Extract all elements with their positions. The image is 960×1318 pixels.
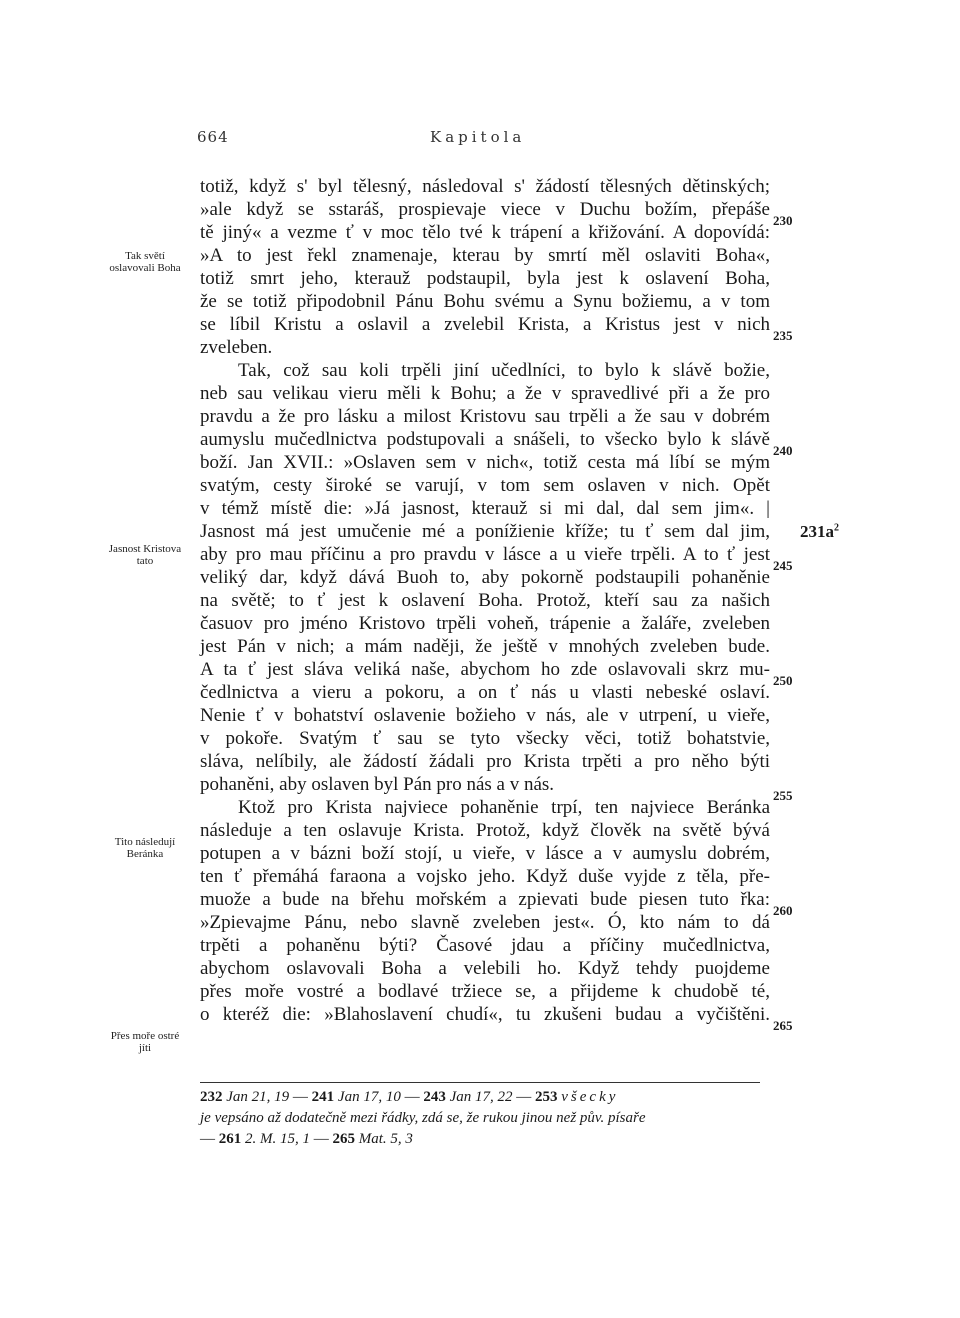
text-line: sláva, nelíbily, ale žádostí žádali pro Krista trpěti a pro něho býti [200, 751, 770, 772]
running-head: Kapitola [430, 128, 526, 146]
folio-mark [800, 522, 839, 542]
footnote-source: Jan 17, 10 [337, 1089, 401, 1105]
text-line: čedlnictva a vieru a pokoru, a on ť nás u vlasti nebeské oslaví. [200, 682, 770, 703]
text-line: aumyslu mučedlnictva podstupovali a snášeli, to všecko bylo k slávě [200, 429, 770, 450]
footnote-line: 232 Jan 21, 19 — 241 Jan 17, 10 — 243 Jan 17, 22 — 253 všecky [200, 1089, 619, 1105]
text-line: »ale když se sstaráš, prospievaje viece v Duchu božím, přepáše [200, 199, 770, 220]
text-line: trpěti a pohaněnu býti? Časové jdau a příčiny mučedlnictva, [200, 935, 770, 956]
text-line: veliký dar, když dává Buoh to, aby pokorně podstaupili pohaněnie [200, 567, 770, 588]
page-header [0, 128, 960, 152]
side-note [95, 1030, 195, 1054]
footnote-line-ref: 241 [311, 1089, 335, 1105]
side-note [95, 250, 195, 274]
text-line: totiž, když s' byl tělesný, následoval s' žádostí tělesných dětinských; [200, 176, 770, 197]
footnote-source: 2. M. 15, 1 [245, 1131, 310, 1147]
text-line: v témž místě die: »Já jasnost, kterauž si mi dal, dal sem jim«. | [200, 498, 770, 519]
line-number: 235 [773, 328, 793, 343]
footnote-line-ref: 232 [200, 1089, 223, 1105]
text-line: v pokoře. Svatým ť sau se tyto všecky věci, totiž bohatstvie, [200, 728, 770, 749]
text-line: totiž smrt jeho, kterauž podstaupil, byla jest k oslavení Boha, [200, 268, 770, 289]
footnote-line-ref: 253 [535, 1089, 558, 1105]
text-line: svatým, cesty široké se varují, v tom sem oslaven v nich. Opět [200, 475, 770, 496]
footnote-source: Jan 17, 22 [449, 1089, 513, 1105]
side-note-line: jíti [138, 1042, 152, 1054]
text-line: přes moře vostré a bodlavé tržiece se, a přijdeme k chudobě té, [200, 981, 770, 1002]
footnote-line-ref: 261 [218, 1131, 242, 1147]
text-line: »A to jest řekl znamenaje, kterau by smrtí měl oslaviti Boha«, [200, 245, 770, 266]
text-line: jest Pán v nich; a mám naději, že ještě v mnohých zveleben bude. [200, 636, 770, 657]
text-line: že se totiž připodobnil Pánu Bohu svému a Synu božiemu, a v tom [200, 291, 770, 312]
line-number: 250 [773, 673, 793, 688]
footnotes [200, 1087, 770, 1150]
side-note-line: Beránka [126, 848, 164, 860]
text-line: pohaněni, aby oslaven byl Pán pro nás a v nás. [200, 774, 555, 795]
side-note [95, 543, 195, 567]
text-line: se líbil Kristu a oslavil a zvelebil Krista, a Kristus jest v nich [200, 314, 770, 335]
footnote-source: Jan 21, 19 [226, 1089, 290, 1105]
text-line: potupen a v bázni boží stojí, u vieře, v lásce a v aumyslu dobrém, [200, 843, 770, 864]
text-line: Nenie ť v bohatství oslavenie božieho v nás, ale v utrpení, u vieře, [200, 705, 770, 726]
line-number: 260 [773, 903, 793, 918]
footnote-line: — 261 2. M. 15, 1 — 265 Mat. 5, 3 [200, 1131, 413, 1147]
text-line: neb sau velikau vieru měli k Bohu; a že v spravedlivé při a že pro [200, 383, 770, 404]
text-line: muože a bude na břehu mořském a zpievati bude piesen tuto řka: [200, 889, 770, 910]
text-line: na světě; to ť jest k oslavení Boha. Protož, kteří sau za našich [200, 590, 770, 611]
text-line: o kteréž die: »Blahoslavení chudí«, tu zkušeni budau a vyčištěni. [200, 1004, 770, 1025]
text-line: Jasnost má jest umučenie mé a ponížienie kříže; tu ť sem dal jim, [200, 521, 770, 542]
text-line: časuov pro jméno Kristovo trpěli voheň, trápenie a žaláře, zveleben [200, 613, 770, 634]
footnote-line [200, 1108, 770, 1129]
line-number: 240 [773, 443, 793, 458]
side-note-line: Jasnost Kristova [108, 543, 182, 555]
text-line: ten ť přemáhá faraona a vojsko jeho. Když duše vyjde z těla, pře- [200, 866, 770, 887]
line-number: 230 [773, 213, 793, 228]
folio-superscript: 2 [834, 522, 839, 534]
side-note-line: tato [136, 555, 154, 567]
text-line: pravdu a že pro lásku a milost Kristovu sau trpěli a že sau v dobrém [200, 406, 770, 427]
line-number: 245 [773, 558, 793, 573]
line-number: 265 [773, 1018, 793, 1033]
side-note-line: Tito následují [114, 836, 176, 848]
text-line: boží. Jan XVII.: »Oslaven sem v nich«, totiž cesta má líbí se mým [200, 452, 770, 473]
text-line: aby pro mau příčinu a pro pravdu v lásce a u vieře trpěli. A to ť jest [200, 544, 770, 565]
text-line: »Zpievajme Pánu, nebo slavně zveleben jest«. Ó, kto nám to dá [200, 912, 770, 933]
text-line: A ta ť jest sláva veliká naše, abychom ho zde oslavovali skrz mu- [200, 659, 770, 680]
footnote-word: všecky [561, 1089, 619, 1105]
side-note [95, 836, 195, 860]
text-line: Tak, což sau koli trpěli jiní učedlníci, to bylo k slávě božie, [238, 360, 770, 381]
footnote-source: Mat. 5, 3 [358, 1131, 413, 1147]
text-line: abychom oslavovali Boha a velebili ho. Když tehdy puojdeme [200, 958, 770, 979]
folio-number: 231a [800, 522, 834, 541]
footnote-line-ref: 265 [332, 1131, 355, 1147]
text-line: zveleben. [200, 337, 273, 358]
side-note-line: Přes moře ostré [110, 1030, 180, 1042]
text-line: následuje a ten oslavuje Krista. Protož, když člověk na světě bývá [200, 820, 770, 841]
footnote-note: je vepsáno až dodatečně mezi řádky, zdá se, že rukou jinou než pův. písaře [200, 1110, 646, 1126]
text-line: tě jiný« a vezme ť v moc tělo tvé k trápení a křižování. A dopovídá: [200, 222, 770, 243]
text-line: Ktož pro Krista najviece pohaněnie trpí, ten najviece Beránka [238, 797, 770, 818]
side-note-line: oslavovali Boha [109, 262, 181, 274]
main-text [200, 175, 770, 1026]
page-number: 664 [197, 128, 229, 146]
side-note-line: Tak světí [125, 250, 165, 262]
line-number: 255 [773, 788, 793, 803]
footnote-line-ref: 243 [423, 1089, 446, 1105]
footnote-divider [200, 1082, 760, 1083]
